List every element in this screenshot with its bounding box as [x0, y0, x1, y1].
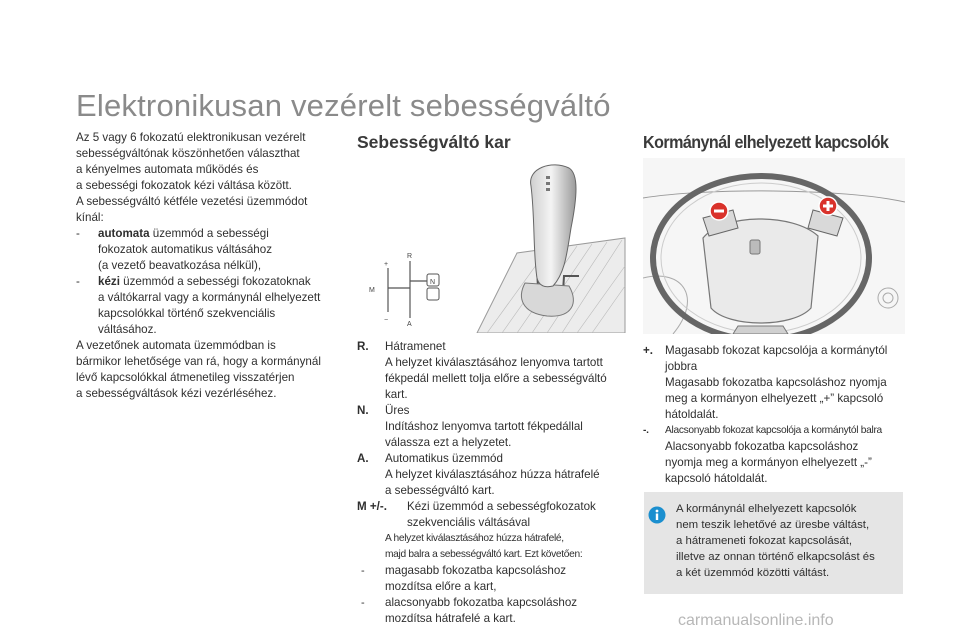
- bullet-text: a váltókarral vagy a kormánynál elhelyezett: [98, 291, 321, 304]
- info-line: A kormánynál elhelyezett kapcsolók: [676, 503, 857, 515]
- intro-column: [76, 130, 346, 402]
- instruction-line: fékpedál mellett tolja előre a sebességváltó: [385, 372, 607, 385]
- position-text: Kézi üzemmód a sebességfokozatok: [407, 500, 596, 513]
- automatic-mode-bullet: [76, 226, 346, 274]
- intro-line: sebességváltónak köszönhetően választhat: [76, 147, 300, 160]
- intro-line: a sebességi fokozatok kézi váltása között.: [76, 179, 292, 192]
- lever-heading: Sebességváltó kar: [357, 132, 511, 152]
- intro-line: kínál:: [76, 211, 104, 224]
- info-icon: [648, 506, 666, 524]
- bullet-dash: -: [76, 275, 80, 288]
- outro-line: A vezetőnek automata üzemmódban is: [76, 339, 276, 352]
- switch-label: +.: [643, 344, 653, 357]
- position-text: Hátramenet: [385, 340, 446, 353]
- gate-label-plus: +: [384, 261, 389, 268]
- position-r: [357, 339, 627, 355]
- bullet-text: üzemmód a sebességi fokozatoknak: [119, 275, 311, 288]
- dash-marker: -: [361, 565, 365, 577]
- gate-label-r: R: [407, 253, 413, 260]
- bullet-text: (a vezető beavatkozása nélkül),: [98, 259, 262, 272]
- downshift-step: [357, 595, 627, 627]
- switch-text: jobbra: [665, 360, 698, 373]
- instruction-line: mozdítsa előre a kart,: [385, 580, 497, 593]
- info-line: illetve az onnan történő elkapcsolást és: [676, 551, 875, 563]
- bullet-text: üzemmód a sebességi: [149, 227, 269, 240]
- info-line: a két üzemmód közötti váltást.: [676, 567, 830, 579]
- info-line: a hátrameneti fokozat kapcsolását,: [676, 535, 853, 547]
- bullet-dash: -: [76, 227, 80, 240]
- instruction-line: A helyzet kiválasztásához húzza hátrafelé,: [385, 533, 564, 544]
- switch-text: Magasabb fokozat kapcsolója a kormánytól: [665, 344, 888, 357]
- instruction-line: hátoldalát.: [665, 408, 719, 421]
- bullet-text: váltásához.: [98, 323, 157, 336]
- outro-line: bármikor lehetősége van rá, hogy a kormánynál: [76, 355, 321, 368]
- instruction-line: A helyzet kiválasztásához húzza hátrafelé: [385, 468, 600, 481]
- bullet-text: kapcsolókkal történő szekvenciális: [98, 307, 276, 320]
- steering-wheel-illustration: [643, 158, 905, 334]
- watermark: carmanualsonline.info: [678, 612, 834, 629]
- position-text: Üres: [385, 404, 410, 417]
- position-label: R.: [357, 340, 369, 353]
- gate-diagram: [369, 253, 439, 328]
- lever-positions: [357, 339, 627, 627]
- instruction-line: Alacsonyabb fokozatba kapcsoláshoz: [665, 440, 859, 453]
- info-line: nem teszik lehetővé az üresbe váltást,: [676, 519, 870, 531]
- plus-switch-instruction: [643, 375, 905, 423]
- gate-label-m: M: [369, 287, 375, 294]
- instruction-line: kapcsoló hátoldalát.: [665, 472, 768, 485]
- wheel-hub: [703, 219, 818, 323]
- instruction-line: kart.: [385, 388, 408, 401]
- intro-line: A sebességváltó kétféle vezetési üzemmódot: [76, 195, 308, 208]
- outro-line: lévő kapcsolókkal átmenetileg visszatérjen: [76, 371, 295, 384]
- gate-label-minus: −: [384, 317, 389, 324]
- position-m: [357, 499, 627, 531]
- info-text: [676, 501, 901, 581]
- instruction-line: Indításhoz lenyomva tartott fékpedállal: [385, 420, 583, 433]
- position-label: M +/-.: [357, 500, 387, 513]
- manual-mode-bullet: [76, 274, 346, 338]
- gate-label-a: A: [407, 321, 412, 328]
- position-a: [357, 451, 627, 467]
- manual-keyword: kézi: [98, 275, 120, 288]
- position-text: szekvenciális váltásával: [407, 516, 531, 529]
- page-title: Elektronikusan vezérelt sebességváltó: [76, 88, 611, 123]
- position-label: N.: [357, 404, 369, 417]
- bullet-text: fokozatok automatikus váltásához: [98, 243, 273, 256]
- position-n: [357, 403, 627, 419]
- dash-marker: -: [361, 597, 365, 609]
- instruction-line: válassza ezt a helyzetet.: [385, 436, 512, 449]
- gear-lever-illustration: [357, 158, 627, 333]
- wheel-heading: Kormánynál elhelyezett kapcsolók: [643, 132, 889, 152]
- upshift-step: [357, 563, 627, 595]
- intro-line: a kényelmes automata működés és: [76, 163, 259, 176]
- instruction-line: A helyzet kiválasztásához lenyomva tartott: [385, 356, 603, 369]
- position-r-instruction: [357, 355, 627, 403]
- position-a-instruction: [357, 467, 627, 499]
- position-text: Automatikus üzemmód: [385, 452, 503, 465]
- intro-line: Az 5 vagy 6 fokozatú elektronikusan vezérelt: [76, 131, 306, 144]
- plus-switch: [643, 343, 905, 375]
- position-n-instruction: [357, 419, 627, 451]
- switch-text: Alacsonyabb fokozat kapcsolója a kormánytól balra: [665, 425, 882, 436]
- instruction-line: a sebességváltó kart.: [385, 484, 495, 497]
- instruction-line: mozdítsa hátrafelé a kart.: [385, 612, 516, 625]
- outro-line: a sebességváltások kézi vezérléséhez.: [76, 387, 277, 400]
- instruction-line: Magasabb fokozatba kapcsoláshoz nyomja: [665, 376, 887, 389]
- instruction-line: nyomja meg a kormányon elhelyezett „-”: [665, 456, 872, 469]
- wheel-switches: [643, 343, 905, 487]
- minus-switch-instruction: [643, 439, 905, 487]
- position-m-instruction: [357, 531, 627, 563]
- gate-label-n: N: [430, 279, 436, 286]
- position-label: A.: [357, 452, 369, 465]
- instruction-line: meg a kormányon elhelyezett „+” kapcsoló: [665, 392, 884, 405]
- instruction-line: majd balra a sebességváltó kart. Ezt követően:: [385, 549, 583, 560]
- switch-label: -.: [643, 425, 649, 436]
- instruction-line: alacsonyabb fokozatba kapcsoláshoz: [385, 596, 578, 609]
- instruction-line: magasabb fokozatba kapcsoláshoz: [385, 564, 567, 577]
- minus-switch: [643, 423, 905, 439]
- automatic-keyword: automata: [98, 227, 150, 240]
